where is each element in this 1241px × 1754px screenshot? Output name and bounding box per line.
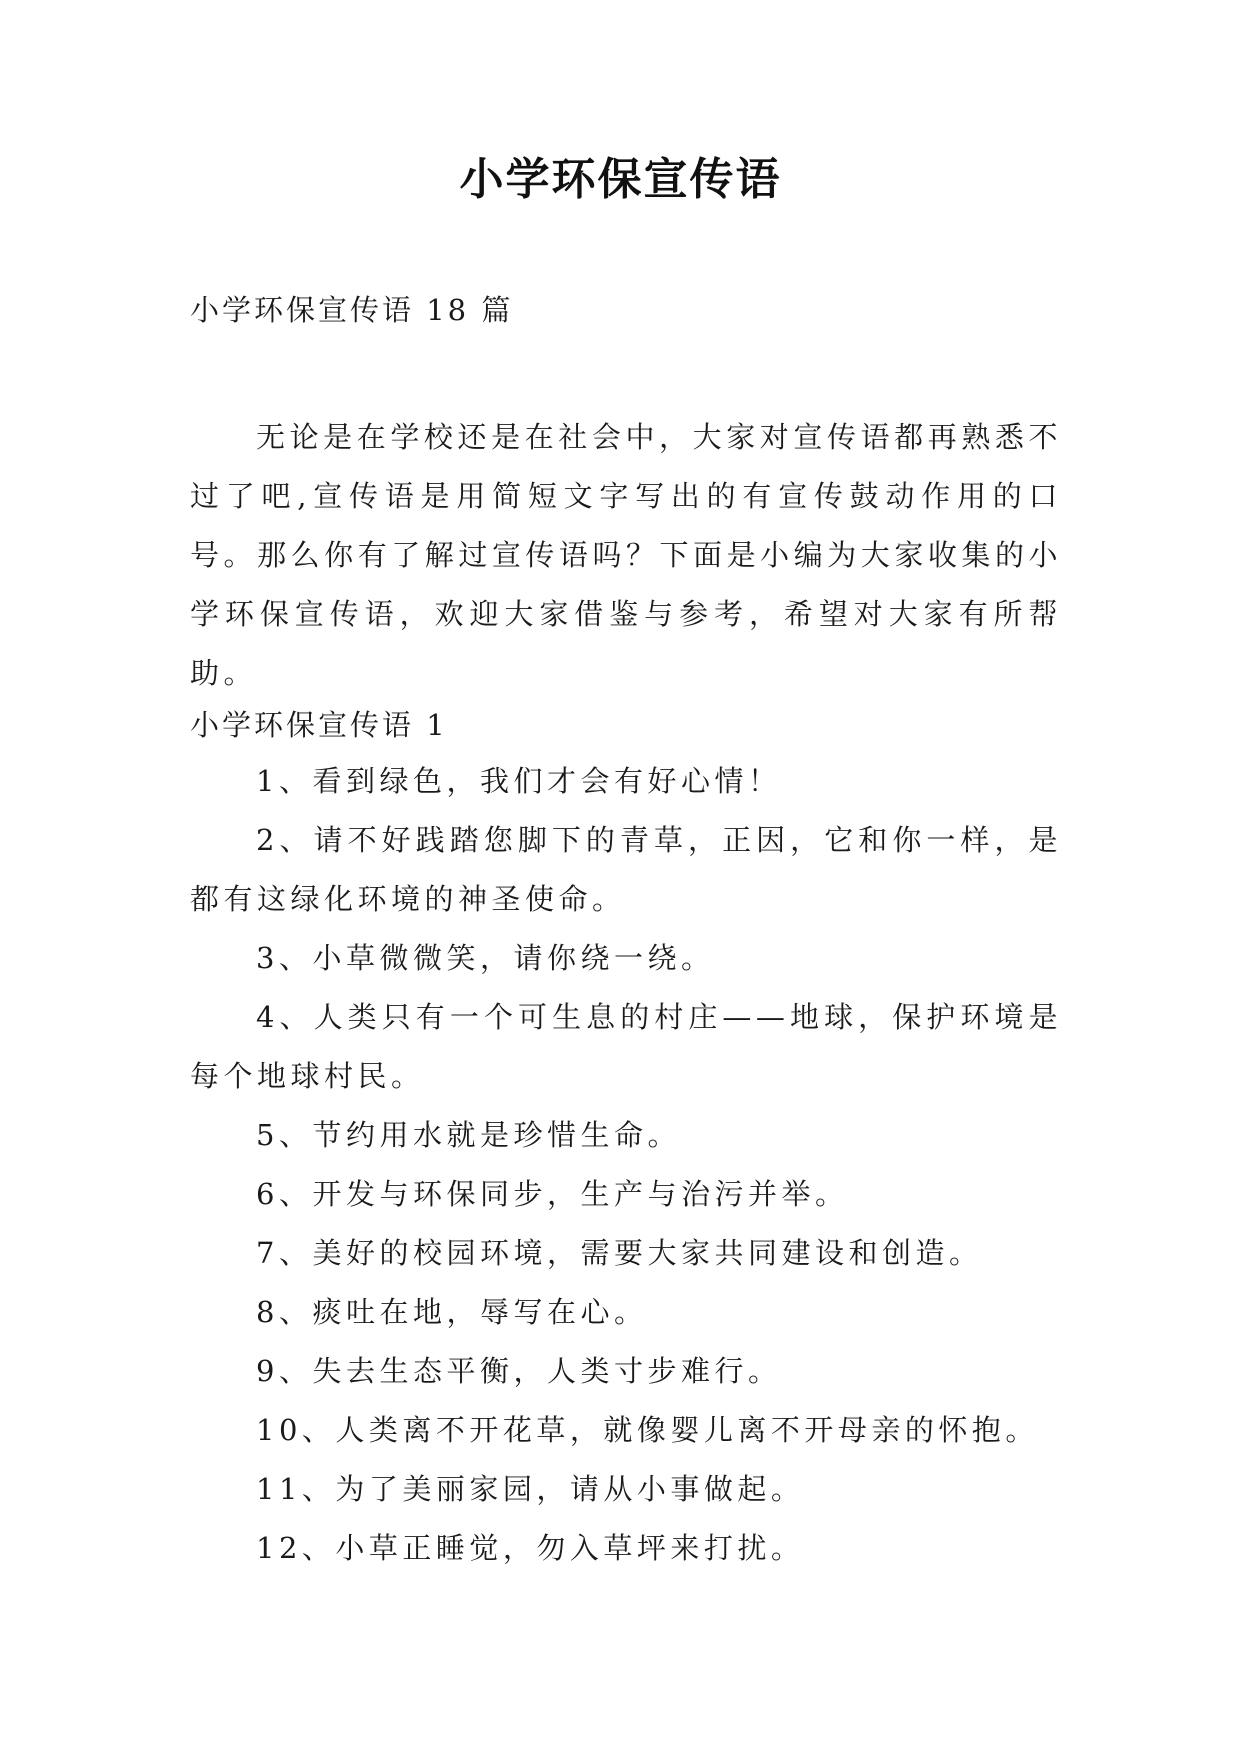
document-subtitle: 小学环保宣传语 18 篇 [190,293,514,327]
list-item: 4、人类只有一个可生息的村庄——地球，保护环境是每个地球村民。 [190,1000,1062,1093]
list-item: 1、看到绿色，我们才会有好心情！ [256,764,782,798]
list-item: 6、开发与环保同步，生产与治污并举。 [256,1177,849,1211]
section-title: 小学环保宣传语 1 [190,708,448,742]
list-item: 9、失去生态平衡，人类寸步难行。 [256,1354,782,1388]
list-item: 3、小草微微笑，请你绕一绕。 [256,941,715,975]
list-item: 11、为了美丽家园，请从小事做起。 [256,1472,805,1506]
list-item: 12、小草正睡觉，勿入草坪来打扰。 [256,1531,805,1565]
list-item: 2、请不好践踏您脚下的青草，正因，它和你一样，是都有这绿化环境的神圣使命。 [190,823,1062,916]
list-item: 8、痰吐在地，辱写在心。 [256,1295,648,1329]
slogan-list [190,752,1062,1578]
list-item: 5、节约用水就是珍惜生命。 [256,1118,681,1152]
document-title: 小学环保宣传语 [459,154,782,205]
intro-paragraph: 无论是在学校还是在社会中，大家对宣传语都再熟悉不过了吧,宣传语是用简短文字写出的有宣传鼓动作用的口号。那么你有了解过宣传语吗？下面是小编为大家收集的小学环保宣传语，欢迎大家借鉴与参考，希望对大家有所帮助。 [190,420,1062,690]
list-item: 7、美好的校园环境，需要大家共同建设和创造。 [256,1236,983,1270]
list-item: 10、人类离不开花草，就像婴儿离不开母亲的怀抱。 [256,1413,1039,1447]
